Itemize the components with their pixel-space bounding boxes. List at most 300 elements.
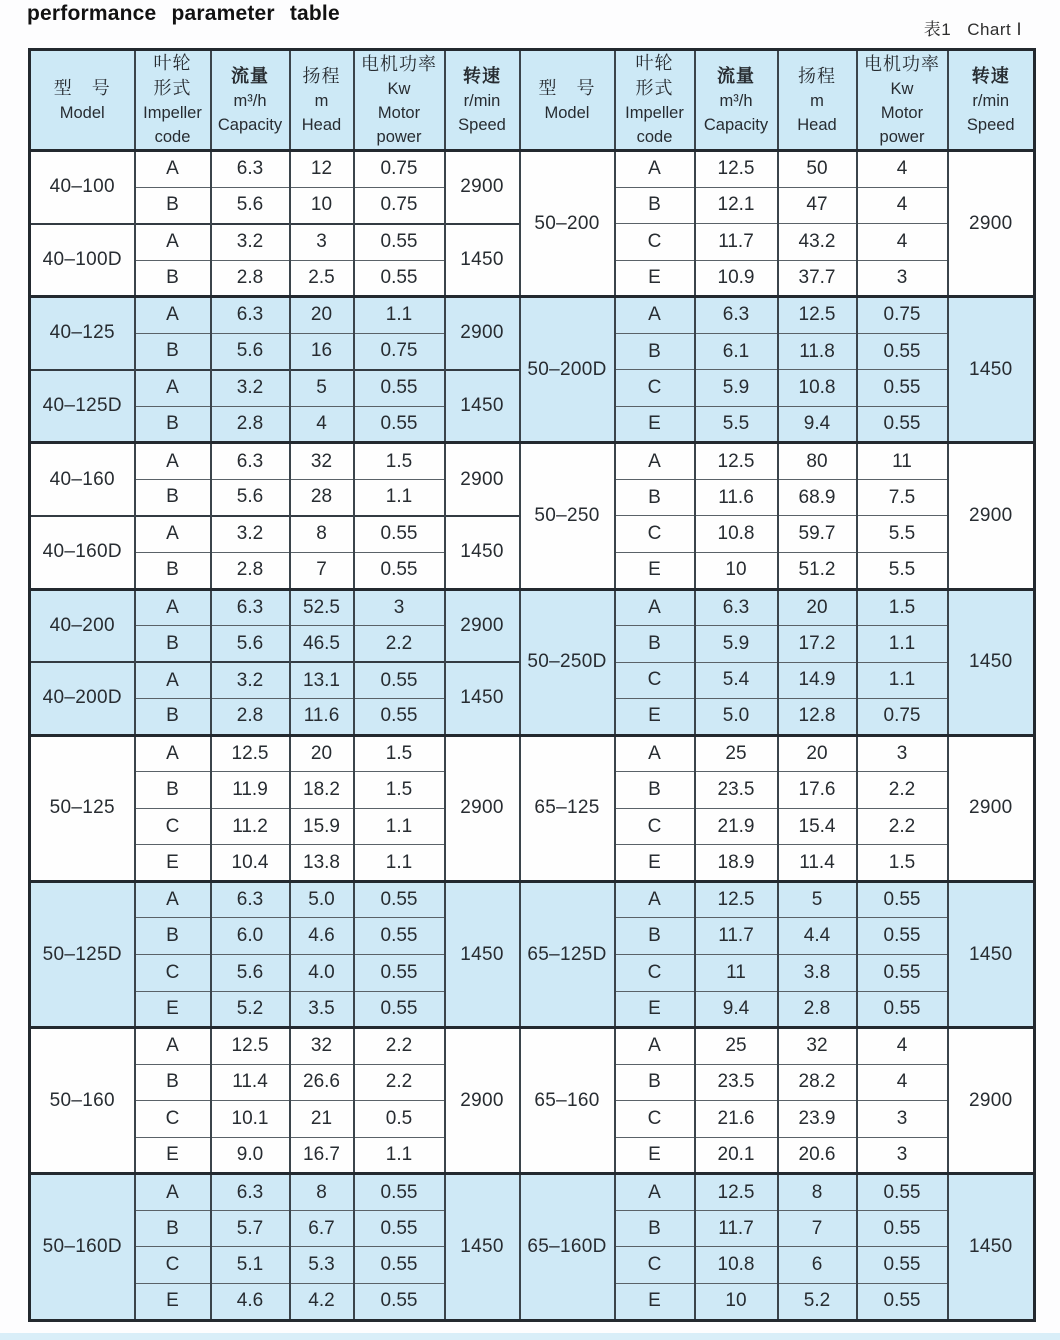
capacity-cell: 3.2	[211, 224, 290, 261]
capacity-cell: 2.8	[211, 553, 290, 590]
speed-cell: 2900	[948, 1028, 1035, 1174]
head-cell: 7	[778, 1210, 857, 1247]
head-cell: 13.1	[290, 662, 354, 699]
model-cell: 50–250	[520, 443, 615, 589]
impeller-code-cell: C	[135, 955, 211, 992]
header-unit-label: m³/h	[233, 91, 267, 110]
head-cell: 20	[290, 735, 354, 772]
capacity-cell: 6.3	[211, 881, 290, 918]
capacity-cell: 10	[695, 1283, 778, 1320]
header-en-label: Head	[301, 115, 342, 134]
impeller-code-cell: B	[135, 626, 211, 663]
head-cell: 80	[778, 443, 857, 480]
impeller-code-cell: C	[615, 516, 695, 553]
head-cell: 4.6	[290, 918, 354, 955]
head-cell: 52.5	[290, 589, 354, 626]
col-header-impeller	[135, 50, 211, 151]
impeller-code-cell: B	[135, 260, 211, 297]
head-cell: 8	[778, 1174, 857, 1211]
capacity-cell: 5.2	[211, 991, 290, 1028]
power-cell: 2.2	[354, 626, 445, 663]
header-unit-label: r/min	[972, 91, 1010, 110]
capacity-cell: 10	[695, 553, 778, 590]
impeller-code-cell: A	[135, 370, 211, 407]
head-cell: 5	[778, 881, 857, 918]
impeller-code-cell: B	[135, 1210, 211, 1247]
capacity-cell: 6.1	[695, 333, 778, 370]
power-cell: 1.5	[354, 772, 445, 809]
caption-number: 表1	[923, 20, 952, 39]
head-cell: 68.9	[778, 479, 857, 516]
head-cell: 5.3	[290, 1247, 354, 1284]
table-caption	[924, 15, 1022, 40]
impeller-code-cell: B	[615, 626, 695, 663]
capacity-cell: 6.0	[211, 918, 290, 955]
speed-cell: 1450	[948, 881, 1035, 1027]
capacity-cell: 20.1	[695, 1137, 778, 1174]
power-cell: 1.5	[354, 735, 445, 772]
impeller-code-cell: E	[135, 1283, 211, 1320]
col-header-capacity	[695, 50, 778, 151]
impeller-code-cell: A	[135, 1028, 211, 1065]
power-cell: 0.55	[354, 1283, 445, 1320]
head-cell: 23.9	[778, 1101, 857, 1138]
header-zh-label: 型 号	[53, 77, 111, 98]
speed-cell: 2900	[445, 297, 520, 370]
head-cell: 10	[290, 187, 354, 224]
capacity-cell: 25	[695, 1028, 778, 1065]
capacity-cell: 23.5	[695, 772, 778, 809]
model-cell: 50–200	[520, 151, 615, 297]
power-cell: 0.55	[857, 918, 948, 955]
speed-cell: 1450	[445, 1174, 520, 1320]
power-cell: 1.1	[354, 808, 445, 845]
head-cell: 8	[290, 1174, 354, 1211]
impeller-code-cell: C	[615, 370, 695, 407]
table-row	[30, 589, 1035, 626]
capacity-cell: 12.5	[211, 1028, 290, 1065]
impeller-code-cell: B	[135, 1064, 211, 1101]
impeller-code-cell: B	[135, 187, 211, 224]
impeller-code-cell: E	[135, 1137, 211, 1174]
capacity-cell: 6.3	[211, 443, 290, 480]
power-cell: 5.5	[857, 553, 948, 590]
head-cell: 28.2	[778, 1064, 857, 1101]
speed-cell: 1450	[948, 297, 1035, 443]
header-zh-label: 流量	[717, 65, 755, 86]
power-cell: 0.55	[354, 1174, 445, 1211]
impeller-code-cell: B	[615, 1210, 695, 1247]
header-zh-label: 叶轮	[635, 53, 674, 73]
impeller-code-cell: E	[615, 1283, 695, 1320]
power-cell: 0.55	[857, 333, 948, 370]
power-cell: 0.75	[857, 297, 948, 334]
header-row	[30, 50, 1035, 151]
head-cell: 7	[290, 553, 354, 590]
impeller-code-cell: B	[135, 479, 211, 516]
header-zh-label: 电机功率	[361, 53, 437, 74]
head-cell: 32	[778, 1028, 857, 1065]
header-zh-label: 扬程	[798, 65, 836, 86]
power-cell: 1.1	[857, 662, 948, 699]
speed-cell: 1450	[445, 516, 520, 589]
power-cell: 0.5	[354, 1101, 445, 1138]
capacity-cell: 10.8	[695, 1247, 778, 1284]
capacity-cell: 5.9	[695, 370, 778, 407]
caption-chart-label: Chart Ⅰ	[967, 20, 1022, 39]
head-cell: 9.4	[778, 406, 857, 443]
power-cell: 2.2	[857, 808, 948, 845]
table-row	[30, 151, 1035, 188]
power-cell: 0.55	[857, 1247, 948, 1284]
capacity-cell: 5.6	[211, 333, 290, 370]
table-row	[30, 881, 1035, 918]
capacity-cell: 12.5	[211, 735, 290, 772]
power-cell: 3	[857, 1101, 948, 1138]
impeller-code-cell: E	[615, 699, 695, 736]
header-unit-label: m³/h	[719, 91, 753, 110]
capacity-cell: 11.4	[211, 1064, 290, 1101]
capacity-cell: 25	[695, 735, 778, 772]
header-zh-label: 叶轮	[153, 53, 192, 73]
power-cell: 4	[857, 1028, 948, 1065]
power-cell: 0.55	[857, 1174, 948, 1211]
header-en-label: Model	[544, 103, 590, 122]
capacity-cell: 11.7	[695, 1210, 778, 1247]
impeller-code-cell: A	[135, 881, 211, 918]
speed-cell: 2900	[445, 589, 520, 662]
header-zh-label: 流量	[231, 65, 269, 86]
power-cell: 1.5	[354, 443, 445, 480]
page-title: performance parameter table	[27, 2, 340, 25]
model-cell: 50–160	[30, 1028, 135, 1174]
model-cell: 40–125D	[30, 370, 135, 443]
capacity-cell: 10.4	[211, 845, 290, 882]
head-cell: 46.5	[290, 626, 354, 663]
head-cell: 18.2	[290, 772, 354, 809]
model-cell: 40–160D	[30, 516, 135, 589]
speed-cell: 2900	[948, 443, 1035, 589]
impeller-code-cell: A	[135, 1174, 211, 1211]
power-cell: 3	[857, 735, 948, 772]
power-cell: 4	[857, 151, 948, 188]
power-cell: 0.75	[354, 187, 445, 224]
power-cell: 4	[857, 187, 948, 224]
header-en-label: Capacity	[703, 115, 769, 134]
power-cell: 0.55	[857, 370, 948, 407]
power-cell: 0.75	[354, 333, 445, 370]
model-cell: 40–100	[30, 151, 135, 224]
head-cell: 4.0	[290, 955, 354, 992]
speed-cell: 1450	[445, 224, 520, 297]
capacity-cell: 6.3	[211, 297, 290, 334]
head-cell: 4	[290, 406, 354, 443]
capacity-cell: 5.0	[695, 699, 778, 736]
power-cell: 11	[857, 443, 948, 480]
power-cell: 1.1	[354, 845, 445, 882]
header-en-label: Capacity	[217, 115, 283, 134]
head-cell: 26.6	[290, 1064, 354, 1101]
header-en-label: Model	[59, 103, 105, 122]
impeller-code-cell: A	[615, 589, 695, 626]
capacity-cell: 5.5	[695, 406, 778, 443]
head-cell: 6.7	[290, 1210, 354, 1247]
impeller-code-cell: B	[615, 479, 695, 516]
col-header-capacity	[211, 50, 290, 151]
impeller-code-cell: A	[135, 224, 211, 261]
header-unit-label: r/min	[463, 91, 501, 110]
power-cell: 0.55	[354, 918, 445, 955]
head-cell: 5	[290, 370, 354, 407]
capacity-cell: 21.9	[695, 808, 778, 845]
power-cell: 0.55	[354, 955, 445, 992]
header-en-label: code	[154, 128, 191, 146]
head-cell: 2.5	[290, 260, 354, 297]
power-cell: 1.1	[857, 626, 948, 663]
power-cell: 3	[857, 260, 948, 297]
capacity-cell: 2.8	[211, 699, 290, 736]
head-cell: 20	[290, 297, 354, 334]
capacity-cell: 6.3	[211, 1174, 290, 1211]
header-unit-label: m	[810, 91, 824, 110]
impeller-code-cell: C	[615, 224, 695, 261]
power-cell: 0.55	[857, 881, 948, 918]
header-zh-label: 电机功率	[864, 53, 940, 74]
model-cell: 50–250D	[520, 589, 615, 735]
header-zh-label: 形式	[153, 78, 192, 98]
impeller-code-cell: E	[135, 991, 211, 1028]
impeller-code-cell: A	[615, 881, 695, 918]
header-en-label: Impeller	[143, 104, 202, 122]
capacity-cell: 5.9	[695, 626, 778, 663]
impeller-code-cell: B	[135, 918, 211, 955]
capacity-cell: 5.6	[211, 626, 290, 663]
head-cell: 8	[290, 516, 354, 553]
capacity-cell: 12.1	[695, 187, 778, 224]
capacity-cell: 6.3	[695, 297, 778, 334]
capacity-cell: 11.6	[695, 479, 778, 516]
model-cell: 40–160	[30, 443, 135, 516]
header-unit-label: Kw	[387, 79, 411, 98]
power-cell: 0.55	[857, 955, 948, 992]
capacity-cell: 11.7	[695, 918, 778, 955]
col-header-impeller	[615, 50, 695, 151]
model-cell: 40–200	[30, 589, 135, 662]
capacity-cell: 18.9	[695, 845, 778, 882]
capacity-cell: 12.5	[695, 881, 778, 918]
model-cell: 50–200D	[520, 297, 615, 443]
capacity-cell: 4.6	[211, 1283, 290, 1320]
col-header-model	[520, 50, 615, 151]
capacity-cell: 2.8	[211, 260, 290, 297]
head-cell: 51.2	[778, 553, 857, 590]
power-cell: 3	[354, 589, 445, 626]
impeller-code-cell: B	[135, 699, 211, 736]
power-cell: 0.55	[354, 662, 445, 699]
speed-cell: 1450	[948, 589, 1035, 735]
model-cell: 50–160D	[30, 1174, 135, 1320]
capacity-cell: 11.2	[211, 808, 290, 845]
head-cell: 17.2	[778, 626, 857, 663]
head-cell: 12.5	[778, 297, 857, 334]
capacity-cell: 21.6	[695, 1101, 778, 1138]
header-en-label: power	[376, 127, 422, 146]
head-cell: 32	[290, 443, 354, 480]
power-cell: 1.5	[857, 589, 948, 626]
power-cell: 1.1	[354, 297, 445, 334]
performance-table-wrap	[28, 48, 1036, 1322]
capacity-cell: 6.3	[211, 151, 290, 188]
header-unit-label: Kw	[890, 79, 914, 98]
capacity-cell: 5.7	[211, 1210, 290, 1247]
header-en-label: Speed	[966, 115, 1015, 134]
head-cell: 37.7	[778, 260, 857, 297]
impeller-code-cell: C	[615, 1101, 695, 1138]
power-cell: 5.5	[857, 516, 948, 553]
impeller-code-cell: C	[615, 808, 695, 845]
header-zh-label: 转速	[971, 65, 1010, 86]
impeller-code-cell: C	[615, 955, 695, 992]
power-cell: 0.55	[354, 260, 445, 297]
model-cell: 40–100D	[30, 224, 135, 297]
impeller-code-cell: B	[615, 918, 695, 955]
head-cell: 2.8	[778, 991, 857, 1028]
col-header-speed	[948, 50, 1035, 151]
power-cell: 0.55	[857, 406, 948, 443]
col-header-model	[30, 50, 135, 151]
col-header-head	[290, 50, 354, 151]
impeller-code-cell: A	[135, 297, 211, 334]
header-zh-label: 形式	[635, 78, 674, 98]
head-cell: 50	[778, 151, 857, 188]
impeller-code-cell: C	[135, 808, 211, 845]
impeller-code-cell: C	[135, 1247, 211, 1284]
capacity-cell: 6.3	[211, 589, 290, 626]
header-en-label: power	[879, 127, 925, 146]
col-header-power	[354, 50, 445, 151]
speed-cell: 1450	[445, 662, 520, 735]
capacity-cell: 9.0	[211, 1137, 290, 1174]
head-cell: 11.8	[778, 333, 857, 370]
power-cell: 0.75	[857, 699, 948, 736]
head-cell: 14.9	[778, 662, 857, 699]
power-cell: 0.55	[857, 1283, 948, 1320]
impeller-code-cell: E	[615, 1137, 695, 1174]
head-cell: 21	[290, 1101, 354, 1138]
capacity-cell: 10.9	[695, 260, 778, 297]
header-zh-label: 扬程	[302, 65, 341, 86]
head-cell: 20	[778, 589, 857, 626]
power-cell: 0.55	[857, 991, 948, 1028]
power-cell: 0.55	[354, 370, 445, 407]
impeller-code-cell: B	[615, 333, 695, 370]
table-header	[30, 50, 1035, 151]
table-row	[30, 1028, 1035, 1065]
impeller-code-cell: B	[615, 1064, 695, 1101]
capacity-cell: 11	[695, 955, 778, 992]
impeller-code-cell: C	[615, 1247, 695, 1284]
impeller-code-cell: E	[615, 406, 695, 443]
capacity-cell: 12.5	[695, 1174, 778, 1211]
capacity-cell: 3.2	[211, 370, 290, 407]
impeller-code-cell: A	[135, 151, 211, 188]
model-cell: 50–125	[30, 735, 135, 881]
col-header-power	[857, 50, 948, 151]
power-cell: 2.2	[857, 772, 948, 809]
head-cell: 5.0	[290, 881, 354, 918]
model-cell: 65–160	[520, 1028, 615, 1174]
head-cell: 3.8	[778, 955, 857, 992]
impeller-code-cell: A	[615, 151, 695, 188]
table-row	[30, 735, 1035, 772]
impeller-code-cell: A	[135, 662, 211, 699]
power-cell: 0.55	[354, 516, 445, 553]
impeller-code-cell: A	[135, 735, 211, 772]
speed-cell: 2900	[445, 151, 520, 224]
header-zh-label: 型 号	[538, 77, 596, 98]
head-cell: 43.2	[778, 224, 857, 261]
power-cell: 7.5	[857, 479, 948, 516]
head-cell: 17.6	[778, 772, 857, 809]
impeller-code-cell: E	[135, 845, 211, 882]
capacity-cell: 5.6	[211, 479, 290, 516]
capacity-cell: 3.2	[211, 662, 290, 699]
head-cell: 4.2	[290, 1283, 354, 1320]
impeller-code-cell: E	[615, 991, 695, 1028]
impeller-code-cell: A	[135, 516, 211, 553]
impeller-code-cell: B	[135, 553, 211, 590]
model-cell: 65–125	[520, 735, 615, 881]
head-cell: 20.6	[778, 1137, 857, 1174]
head-cell: 4.4	[778, 918, 857, 955]
table-body	[30, 151, 1035, 1321]
power-cell: 3	[857, 1137, 948, 1174]
impeller-code-cell: B	[615, 187, 695, 224]
impeller-code-cell: E	[615, 845, 695, 882]
power-cell: 4	[857, 224, 948, 261]
impeller-code-cell: A	[615, 297, 695, 334]
impeller-code-cell: C	[615, 662, 695, 699]
capacity-cell: 11.7	[695, 224, 778, 261]
model-cell: 65–160D	[520, 1174, 615, 1320]
power-cell: 0.55	[354, 881, 445, 918]
head-cell: 15.9	[290, 808, 354, 845]
table-row	[30, 297, 1035, 334]
impeller-code-cell: A	[135, 443, 211, 480]
power-cell: 0.55	[354, 553, 445, 590]
capacity-cell: 5.6	[211, 187, 290, 224]
power-cell: 2.2	[354, 1028, 445, 1065]
model-cell: 40–125	[30, 297, 135, 370]
model-cell: 65–125D	[520, 881, 615, 1027]
power-cell: 0.55	[857, 1210, 948, 1247]
power-cell: 0.55	[354, 224, 445, 261]
model-cell: 50–125D	[30, 881, 135, 1027]
col-header-head	[778, 50, 857, 151]
capacity-cell: 11.9	[211, 772, 290, 809]
speed-cell: 1450	[948, 1174, 1035, 1320]
col-header-speed	[445, 50, 520, 151]
header-en-label: Head	[797, 115, 837, 134]
head-cell: 6	[778, 1247, 857, 1284]
bottom-strip	[0, 1333, 1060, 1340]
capacity-cell: 9.4	[695, 991, 778, 1028]
impeller-code-cell: B	[135, 406, 211, 443]
head-cell: 13.8	[290, 845, 354, 882]
head-cell: 16	[290, 333, 354, 370]
capacity-cell: 12.5	[695, 443, 778, 480]
head-cell: 10.8	[778, 370, 857, 407]
